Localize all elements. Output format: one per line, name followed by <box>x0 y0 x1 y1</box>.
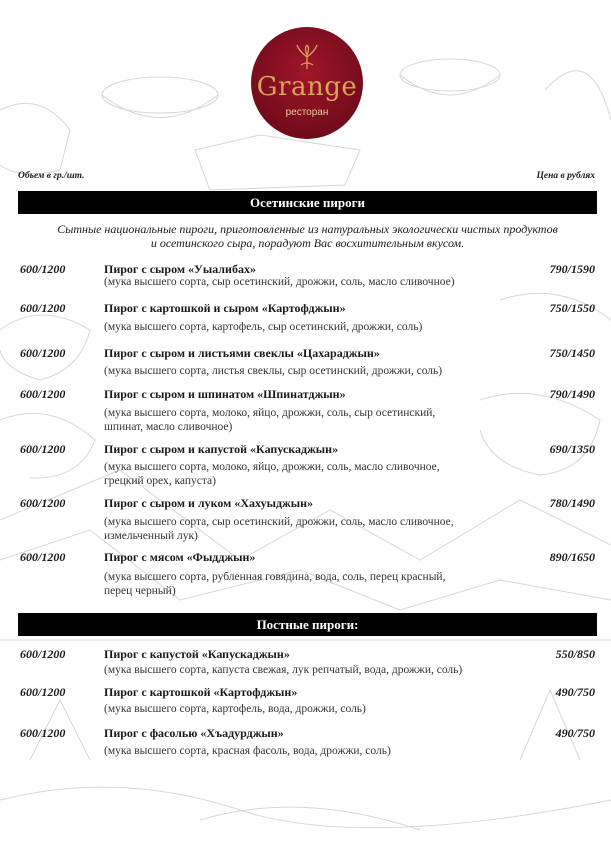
item-description <box>104 570 499 598</box>
item-name: Пирог с картошкой «Картофджын» <box>104 685 298 699</box>
item-price: 490/750 <box>555 726 595 740</box>
item-name: Пирог с фасолью «Хъадурджын» <box>104 726 284 740</box>
item-description-line: измельченный лук) <box>104 530 198 542</box>
item-volume: 600/1200 <box>20 726 66 740</box>
item-volume: 600/1200 <box>20 262 66 276</box>
item-description-line: (мука высшего сорта, рубленная говядина, вода, соль, перец красный, <box>104 571 446 583</box>
item-description-line: (мука высшего сорта, капуста свежая, лук репчатый, вода, дрожжи, соль) <box>104 664 463 676</box>
item-volume: 600/1200 <box>20 301 66 315</box>
item-description-line: шпинат, масло сливочное) <box>104 421 233 433</box>
item-volume: 600/1200 <box>20 346 66 360</box>
item-price: 490/750 <box>555 685 595 699</box>
item-volume: 600/1200 <box>20 685 66 699</box>
item-description <box>104 275 499 289</box>
item-description <box>104 406 499 434</box>
item-price: 750/1450 <box>549 346 595 360</box>
item-name: Пирог с картошкой и сыром «Картофджын» <box>104 301 346 315</box>
item-name: Пирог с сыром и луком «Хахуыджын» <box>104 496 313 510</box>
item-description-line: (мука высшего сорта, листья свеклы, сыр осетинский, дрожжи, соль) <box>104 365 443 377</box>
section-intro <box>20 222 595 250</box>
item-description <box>104 663 499 677</box>
item-price: 690/1350 <box>549 442 595 456</box>
intro-line: и осетинского сыра, порадуют Вас восхитительным вкусом. <box>150 236 465 250</box>
item-description-line: (мука высшего сорта, сыр осетинский, дрожжи, соль, масло сливочное, <box>104 516 454 528</box>
item-volume: 600/1200 <box>20 442 66 456</box>
item-description <box>104 515 499 543</box>
item-price: 890/1650 <box>549 550 595 564</box>
section-title-ossetian-pies: Осетинские пироги <box>18 191 597 214</box>
item-description-line: (мука высшего сорта, сыр осетинский, дрожжи, соль, масло сливочное) <box>104 276 455 288</box>
item-volume: 600/1200 <box>20 550 66 564</box>
item-price: 550/850 <box>555 647 595 661</box>
item-name: Пирог с сыром и листьями свеклы «Цахараджын» <box>104 346 380 360</box>
item-description-line: грецкий орех, капуста) <box>104 475 216 487</box>
item-volume: 600/1200 <box>20 387 66 401</box>
logo-subtitle: ресторан <box>285 107 329 118</box>
item-description-line: перец черный) <box>104 585 176 597</box>
item-name: Пирог с мясом «Фыдджын» <box>104 550 256 564</box>
item-description-line: (мука высшего сорта, красная фасоль, вода, дрожжи, соль) <box>104 745 391 757</box>
restaurant-logo <box>251 27 363 139</box>
item-name: Пирог с капустой «Капускаджын» <box>104 647 290 661</box>
logo-brand-name: Grange <box>256 72 358 102</box>
item-price: 790/1490 <box>549 387 595 401</box>
item-description-line: (мука высшего сорта, картофель, вода, дрожжи, соль) <box>104 703 366 715</box>
item-description-line: (мука высшего сорта, молоко, яйцо, дрожжи, соль, сыр осетинский, <box>104 407 436 419</box>
item-volume: 600/1200 <box>20 496 66 510</box>
intro-line: Сытные национальные пироги, приготовленные из натуральных экологически чистых продуктов <box>57 222 558 236</box>
item-price: 750/1550 <box>549 301 595 315</box>
section-title-lenten-pies: Постные пироги: <box>18 613 597 636</box>
item-description <box>104 320 499 334</box>
item-price: 780/1490 <box>549 496 595 510</box>
item-description-line: (мука высшего сорта, картофель, сыр осетинский, дрожжи, соль) <box>104 321 423 333</box>
item-name: Пирог с сыром и шпинатом «Шпинатджын» <box>104 387 346 401</box>
item-price: 790/1590 <box>549 262 595 276</box>
item-name: Пирог с сыром «Уыалибах» <box>104 262 256 276</box>
price-column-header: Цена в рублях <box>536 171 595 181</box>
item-description-line: (мука высшего сорта, молоко, яйцо, дрожжи, соль, масло сливочное, <box>104 461 440 473</box>
item-volume: 600/1200 <box>20 647 66 661</box>
item-description <box>104 744 499 758</box>
item-description <box>104 364 499 378</box>
volume-column-header: Обьем в гр./шт. <box>18 171 85 181</box>
item-description <box>104 460 499 488</box>
item-description <box>104 702 499 716</box>
item-name: Пирог с сыром и капустой «Капускаджын» <box>104 442 339 456</box>
thistle-emblem-icon <box>291 45 323 71</box>
